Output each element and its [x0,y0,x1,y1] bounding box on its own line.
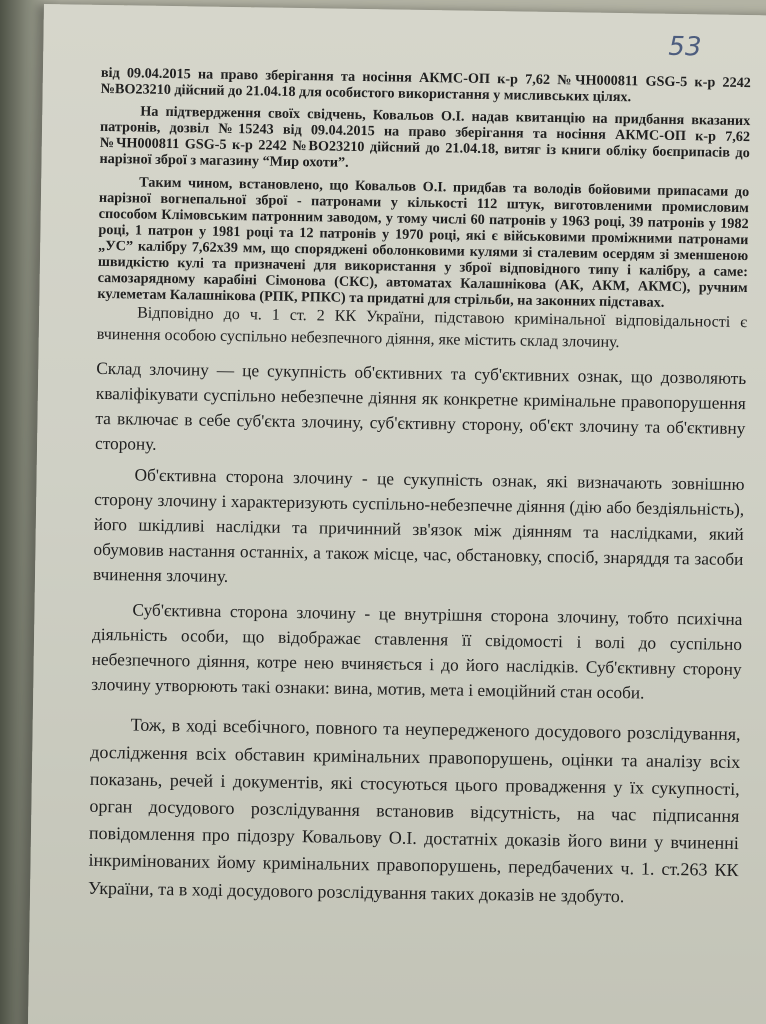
paragraph-objective-side: Об'єктивна сторона злочину - це сукупність ознак, які визначають зовнішню сторону злочину і характеризують суспільно-небезпечне діяння (дію або бездіяльність), його шкідливі наслідки та причинний зв'язок між діянням та наслідками, який обумовив настання останніх, а також місце, час, обстановку, спосіб, знаряддя та засоби вчинення злочину. [92,465,745,587]
document-page [28,4,766,1024]
paragraph-subjective-side: Суб'єктивна сторона злочину - це внутрішня сторона злочину, тобто психічна діяльність особи, що відображає ставлення її свідомості і волі до суспільно небезпечного діяння, котре нею вчиняється і до його наслідків. Суб'єктивну сторону злочину утворюють такі ознаки: вина, мотив, мета і емоційний стан особи. [91,600,743,703]
paragraph-permit-continuation: від 09.04.2015 на право зберігання та носіння АКМС-ОП к-р 7,62 №ЧН000811 GSG-5 к-р 2242 №ВО23210 дійсний до 21.04.18 для особистого використання у мисливських цілях. [100,64,751,106]
paragraph-confirmation: На підтвердження своїх свідчень, Ковальов О.І. надав квитанцію на придбання вказаних патронів, дозвіл №15243 від 09.04.2015 на право зберігання та носіння АКМС-ОП к-р 7,62 №ЧН000811 GSG-5 к-р 2242 №ВО23210 дійсний до 21.04.18, витяг із книги обліку боєприпасів до нарізної зброї з магазину “Мир охоти”. [99,103,751,172]
paragraph-conclusion: Тож, в ході всебічного, повного та неупередженого досудового розслідування, дослідження всіх обставин кримінальних правопорушень, оцінки та аналізу всіх показань, речей і документів, які стосуються цього провадження у їх сукупності, орган досудового розслідування встановив відсутність, на час підписання повідомлення про підозру Ковальову О.І. достатніх доказів його вини у вчиненні інкримінованих йому кримінальних правопорушень, передбачених ч. 1. ст.263 КК України, та в ході досудового розслідування таких доказів не здобуто. [87,714,741,906]
page-number: 53 [668,31,702,63]
paragraph-criminal-liability: Відповідно до ч. 1 ст. 2 КК України, підставою кримінальної відповідальності є вчинення особою суспільно небезпечного діяння, яке містить склад злочину. [96,304,748,352]
paragraph-corpus-delicti: Склад злочину — це сукупність об'єктивних та суб'єктивних ознак, що дозволяють кваліфікувати суспільно небезпечне діяння як конкретне кримінальне правопорушення та включає в себе суб'єкта злочину, суб'єктивну сторону, об'єкт злочину та об'єктивну сторону. [94,359,747,455]
document-body [88,65,751,912]
paragraph-established-facts: Таким чином, встановлено, що Ковальов О.І. придбав та володів бойовими припасами до нарізної вогнепальної зброї - патронами у кількості 112 штук, виготовленими промисловим способом Клімовським патронним заводом, у тому числі 60 патронів у 1963 році, 39 патронів у 1982 році, 1 патрон у 1981 році та 12 патронів у 1970 році, які є військовими проміжними патронами „УС” калібру 7,62х39 мм, що споряджені оболонковими кулями зі сталевим осердям зі зменшеною швидкістю кулі та призначені для використання у зброї відповідного типу і калібру, а саме: самозарядному карабіні Сімонова (СКС), автоматах Калашнікова (АК, АКМ, АКМС), ручним кулеметам Калашнікова (РПК, РПКС) та придатні для стрільби, на законних підставах. [97,174,750,311]
